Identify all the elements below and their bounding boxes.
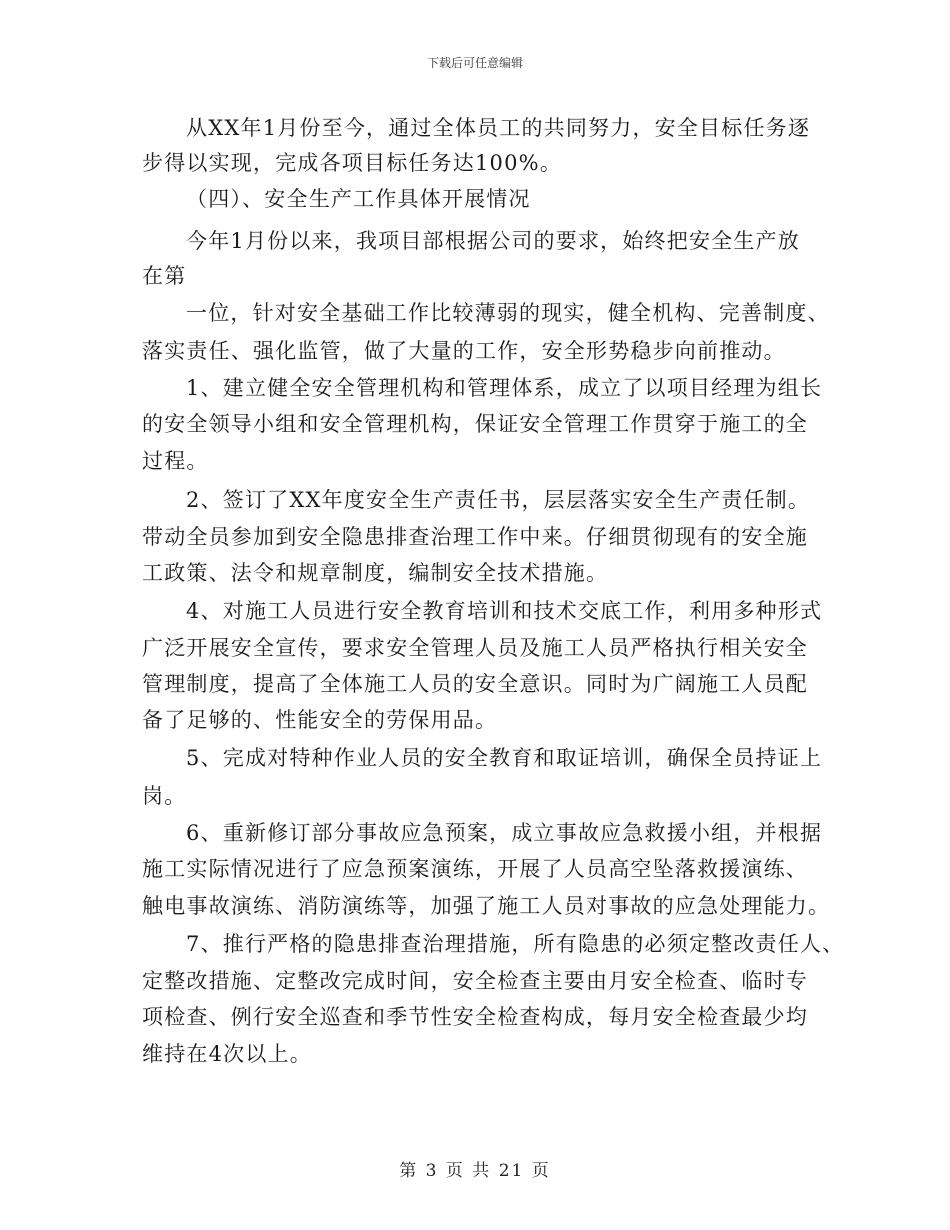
text-line: 项检查、例行安全巡查和季节性安全检查构成，每月安全检查最少均 [142,1005,808,1029]
page-number: 第 3 页 共 21 页 [399,1161,551,1181]
text-line: 备了足够的、性能安全的劳保用品。 [142,708,498,732]
section-heading: （四）、安全生产工作具体开展情况 [186,187,531,211]
text-line: 施工实际情况进行了应急预案演练，开展了人员高空坠落救援演练、 [142,857,808,881]
text-line: 工政策、法令和规章制度，编制安全技术措施。 [142,561,609,585]
text-line: 维持在4次以上。 [142,1042,312,1066]
text-line: 步得以实现，完成各项目标任务达100%。 [142,151,563,175]
text-line: 1、建立健全安全管理机构和管理体系，成立了以项目经理为组长 [186,376,823,400]
text-line: 的安全领导小组和安全管理机构，保证安全管理工作贯穿于施工的全 [142,412,808,436]
text-line: 定整改措施、定整改完成时间，安全检查主要由月安全检查、临时专 [142,969,808,993]
text-line: 管理制度，提高了全体施工人员的安全意识。同时为广阔施工人员配 [142,672,808,696]
header-note: 下载后可任意编辑 [426,56,523,70]
text-line: 广泛开展安全宣传，要求安全管理人员及施工人员严格执行相关安全 [142,636,808,660]
text-line: 7、推行严格的隐患排查治理措施，所有隐患的必须定整改责任人、 [186,932,845,956]
text-line: 过程。 [142,449,209,473]
text-line: 今年1月份以来，我项目部根据公司的要求，始终把安全生产放 [186,229,800,253]
text-line: 在第 [142,264,187,288]
text-line: 落实责任、强化监管，做了大量的工作，安全形势稳步向前推动。 [142,339,786,363]
text-line: 5、完成对特种作业人员的安全教育和取证培训，确保全员持证上 [186,746,823,770]
text-line: 触电事故演练、消防演练等，加强了施工人员对事故的应急处理能力。 [142,894,831,918]
text-line: 2、签订了XX年度安全生产责任书，层层落实安全生产责任制。 [186,488,811,512]
text-line: 岗。 [142,784,187,808]
text-line: 从XX年1月份至今，通过全体员工的共同努力，安全目标任务逐 [186,116,811,140]
text-line: 4、对施工人员进行安全教育培训和技术交底工作，利用多种形式 [186,599,823,623]
text-line: 带动全员参加到安全隐患排查治理工作中来。仔细贯彻现有的安全施 [142,525,808,549]
text-line: 6、重新修订部分事故应急预案，成立事故应急救援小组，并根据 [186,821,823,845]
text-line: 一位，针对安全基础工作比较薄弱的现实，健全机构、完善制度、 [186,301,830,325]
